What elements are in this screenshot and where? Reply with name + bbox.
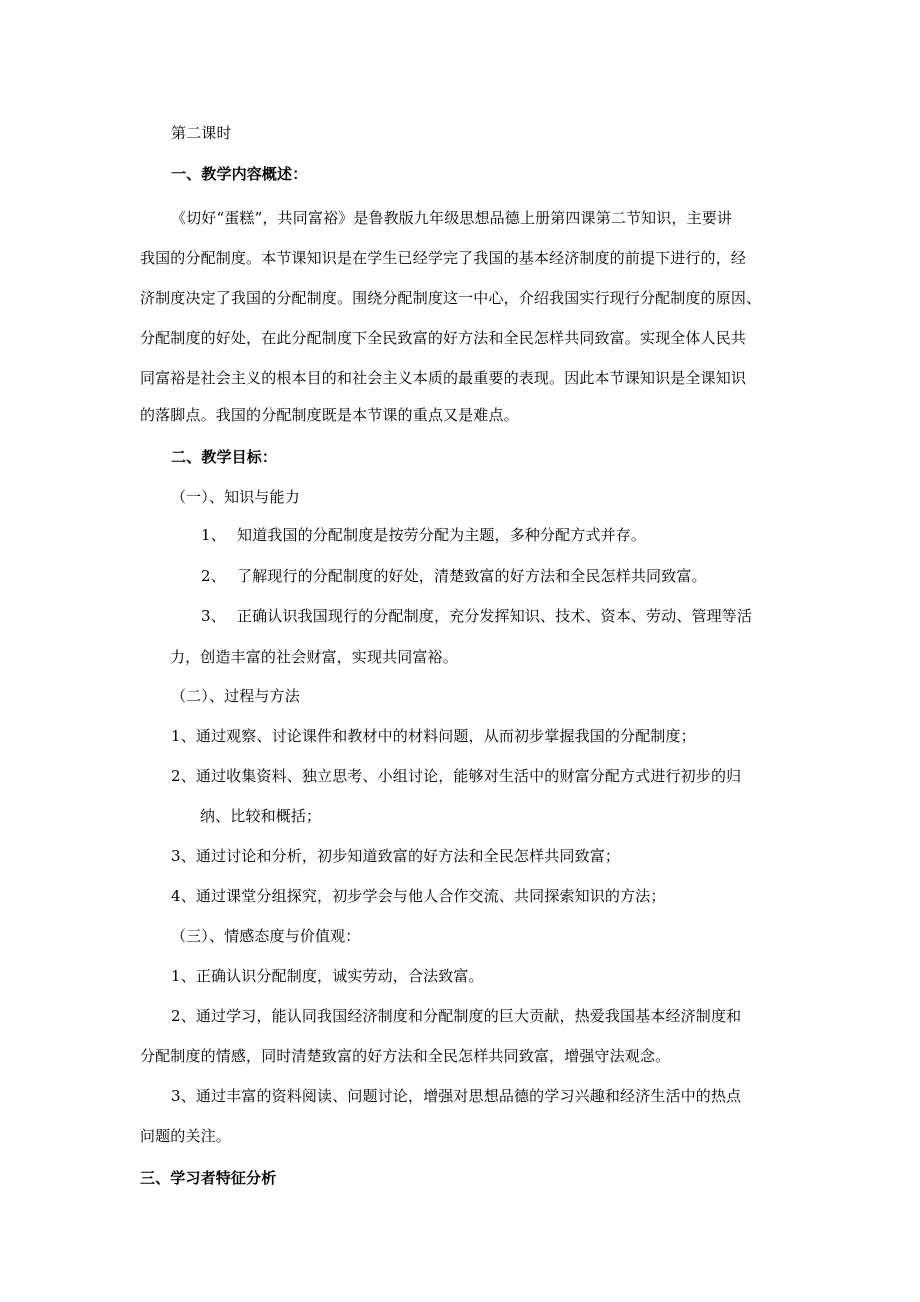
section-1-paragraph-line: 济制度决定了我国的分配制度。围绕分配制度这一中心，介绍我国实行现行分配制度的原因、 (140, 289, 762, 307)
emotion-values-line: 2、通过学习，能认同我国经济制度和分配制度的巨大贡献，热爱我国基本经济制度和 (171, 1007, 742, 1025)
section-2-heading: 二、教学目标： (171, 448, 278, 466)
knowledge-item-continuation: 力，创造丰富的社会财富，实现共同富裕。 (170, 648, 458, 666)
knowledge-item (201, 525, 646, 545)
lesson-title: 第二课时 (171, 124, 232, 142)
item-text: 知道我国的分配制度是按劳分配为主题，多种分配方式并存。 (237, 526, 647, 544)
item-number: 3、 (201, 607, 226, 625)
item-number: 2、 (201, 567, 226, 585)
process-method-item: 2、通过收集资料、独立思考、小组讨论，能够对生活中的财富分配方式进行初步的归 (171, 767, 742, 785)
emotion-values-title: （三）、情感态度与价值观： (171, 927, 361, 945)
knowledge-item (201, 606, 752, 626)
process-method-item: 3、通过讨论和分析，初步知道致富的好方法和全民怎样共同致富； (171, 847, 621, 865)
emotion-values-line: 分配制度的情感，同时清楚致富的好方法和全民怎样共同致富，增强守法观念。 (140, 1047, 671, 1065)
emotion-values-line: 3、通过丰富的资料阅读、问题讨论，增强对思想品德的学习兴趣和经济生活中的热点 (171, 1087, 742, 1105)
process-method-item: 1、通过观察、讨论课件和教材中的材料问题，从而初步掌握我国的分配制度； (171, 727, 696, 745)
knowledge-item (201, 566, 707, 586)
knowledge-ability-title: （一）、知识与能力 (171, 488, 300, 506)
section-1-paragraph-line: 分配制度的好处，在此分配制度下全民致富的好方法和全民怎样共同致富。实现全体人民共 (140, 329, 747, 347)
section-1-paragraph-line: 《切好“蛋糕”，共同富裕》是鲁教版九年级思想品德上册第四课第二节知识，主要讲 (171, 209, 733, 227)
item-number: 1、 (201, 526, 226, 544)
section-3-heading: 三、学习者特征分析 (140, 1169, 277, 1187)
section-1-heading: 一、教学内容概述： (171, 165, 308, 183)
item-text: 了解现行的分配制度的好处，清楚致富的好方法和全民怎样共同致富。 (237, 567, 707, 585)
section-1-paragraph-line: 的落脚点。我国的分配制度既是本节课的重点又是难点。 (140, 406, 519, 424)
emotion-values-line: 问题的关注。 (140, 1127, 231, 1145)
item-text: 正确认识我国现行的分配制度，充分发挥知识、技术、资本、劳动、管理等活 (237, 607, 753, 625)
section-1-paragraph-line: 我国的分配制度。本节课知识是在学生已经学完了我国的基本经济制度的前提下进行的，经 (140, 249, 747, 267)
emotion-values-line: 1、正确认识分配制度，诚实劳动，合法致富。 (171, 967, 484, 985)
process-method-title: （二）、过程与方法 (171, 687, 300, 705)
process-method-item-continuation: 纳、比较和概括； (200, 807, 322, 825)
section-1-paragraph-line: 同富裕是社会主义的根本目的和社会主义本质的最重要的表现。因此本节课知识是全课知识 (140, 369, 747, 387)
process-method-item: 4、通过课堂分组探究，初步学会与他人合作交流、共同探索知识的方法； (171, 887, 666, 905)
